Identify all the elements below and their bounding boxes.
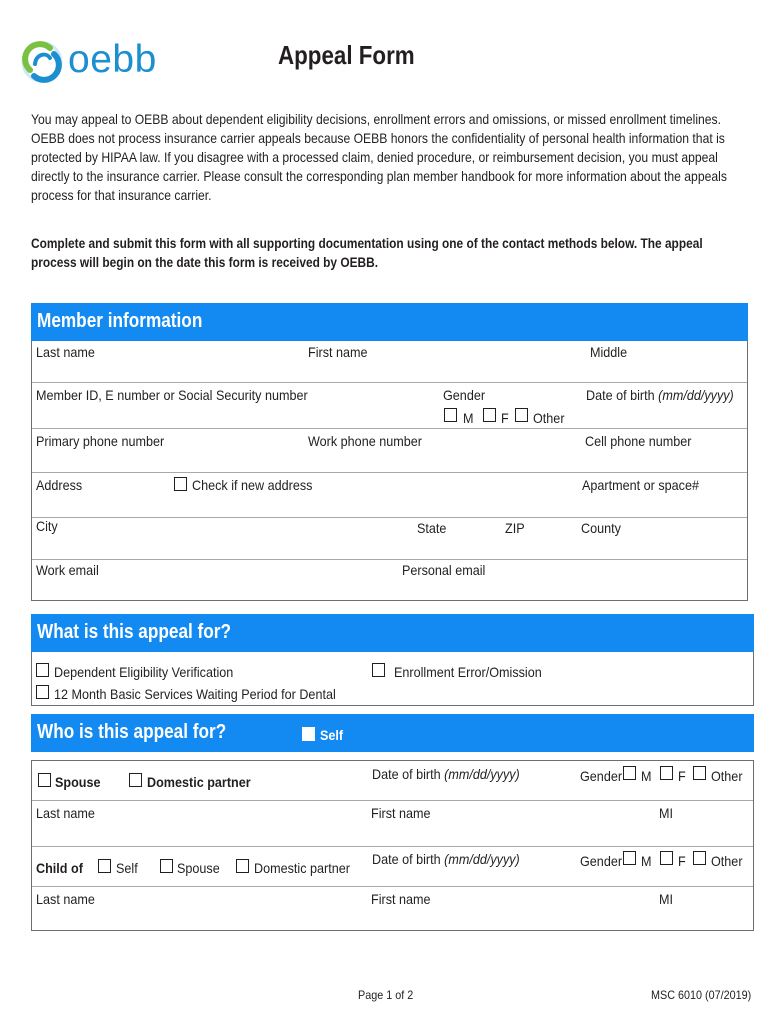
member-name-row	[32, 341, 747, 383]
intro-line: directly to the insurance carrier. Please consult the corresponding plan member handbook for more information about the appeals	[31, 169, 727, 184]
child-spouse-checkbox[interactable]	[160, 859, 173, 873]
oebb-logo-icon	[20, 40, 64, 84]
spouse-mi-field[interactable]: MI	[659, 805, 674, 821]
new-address-label: Check if new address	[192, 477, 313, 493]
dob-format: (mm/dd/yyyy)	[444, 766, 520, 782]
primary-phone-field[interactable]: Primary phone number	[36, 433, 165, 449]
spouse-last-name-field[interactable]: Last name	[36, 805, 95, 821]
spouse-gender-m-label: M	[641, 768, 652, 784]
logo-text: oebb	[68, 38, 157, 81]
child-dob-field[interactable]	[372, 851, 520, 867]
spouse-gender-label: Gender	[580, 768, 623, 784]
spouse-row	[32, 761, 753, 801]
email-row	[32, 560, 747, 601]
appeal-for-box	[31, 652, 754, 706]
dependent-eligibility-label: Dependent Eligibility Verification	[54, 664, 234, 680]
county-field[interactable]: County	[581, 520, 621, 536]
appeal-for-header	[31, 614, 754, 652]
spouse-name-row	[32, 801, 753, 847]
child-self-checkbox[interactable]	[98, 859, 111, 873]
self-label: Self	[320, 727, 344, 743]
phone-row	[32, 429, 747, 473]
child-of-label: Child of	[36, 860, 83, 876]
form-code: MSC 6010 (07/2019)	[651, 988, 752, 1002]
child-name-row	[32, 887, 753, 932]
child-gender-f-label: F	[678, 853, 686, 869]
member-id-row	[32, 383, 747, 429]
spouse-checkbox[interactable]	[38, 773, 51, 787]
spouse-dob-field[interactable]	[372, 766, 520, 782]
child-of-row	[32, 847, 753, 887]
apartment-field[interactable]: Apartment or space#	[582, 477, 699, 493]
address-field[interactable]: Address	[36, 477, 83, 493]
date-of-birth-field[interactable]	[586, 387, 734, 403]
new-address-checkbox[interactable]	[174, 477, 187, 491]
dob-format: (mm/dd/yyyy)	[658, 387, 734, 403]
waiting-period-label: 12 Month Basic Services Waiting Period for Dental	[54, 686, 336, 702]
child-gender-other-checkbox[interactable]	[693, 851, 706, 865]
gender-other-checkbox[interactable]	[515, 408, 528, 422]
middle-name-field[interactable]: Middle	[590, 344, 628, 360]
who-for-box	[31, 760, 754, 931]
enrollment-error-label: Enrollment Error/Omission	[394, 664, 542, 680]
waiting-period-checkbox[interactable]	[36, 685, 49, 699]
dob-label: Date of birth	[586, 387, 655, 403]
last-name-field[interactable]: Last name	[36, 344, 95, 360]
instructions-line: process will begin on the date this form is received by OEBB.	[31, 255, 379, 270]
child-spouse-label: Spouse	[177, 860, 220, 876]
gender-m-label: M	[463, 410, 474, 426]
spouse-gender-other-checkbox[interactable]	[693, 766, 706, 780]
address-row	[32, 473, 747, 518]
spouse-label: Spouse	[55, 774, 101, 790]
member-id-field[interactable]: Member ID, E number or Social Security number	[36, 387, 308, 403]
child-domestic-partner-label: Domestic partner	[254, 860, 350, 876]
child-domestic-partner-checkbox[interactable]	[236, 859, 249, 873]
domestic-partner-checkbox[interactable]	[129, 773, 142, 787]
oebb-logo	[20, 36, 170, 86]
city-field[interactable]: City	[36, 518, 58, 534]
appeal-for-title: What is this appeal for?	[37, 621, 231, 643]
child-self-label: Self	[116, 860, 138, 876]
child-gender-f-checkbox[interactable]	[660, 851, 673, 865]
dependent-eligibility-checkbox[interactable]	[36, 663, 49, 677]
first-name-field[interactable]: First name	[308, 344, 368, 360]
child-last-name-field[interactable]: Last name	[36, 891, 95, 907]
page-number: Page 1 of 2	[358, 988, 414, 1002]
page-title: Appeal Form	[278, 40, 415, 70]
dob-label: Date of birth	[372, 766, 441, 782]
cell-phone-field[interactable]: Cell phone number	[585, 433, 692, 449]
child-gender-other-label: Other	[711, 853, 743, 869]
member-information-header	[31, 303, 748, 341]
who-for-header	[31, 714, 754, 752]
personal-email-field[interactable]: Personal email	[402, 562, 486, 578]
child-gender-m-label: M	[641, 853, 652, 869]
spouse-gender-f-label: F	[678, 768, 686, 784]
spouse-gender-m-checkbox[interactable]	[623, 766, 636, 780]
member-information-title: Member information	[37, 310, 203, 332]
spouse-gender-f-checkbox[interactable]	[660, 766, 673, 780]
child-gender-label: Gender	[580, 853, 623, 869]
intro-line: protected by HIPAA law. If you disagree with a processed claim, denied procedure, or reimbursement decision, you must appeal	[31, 150, 718, 165]
zip-field[interactable]: ZIP	[505, 520, 525, 536]
intro-line: You may appeal to OEBB about dependent eligibility decisions, enrollment errors and omissions, or missed enrollment timelines.	[31, 112, 722, 127]
work-email-field[interactable]: Work email	[36, 562, 99, 578]
gender-f-label: F	[501, 410, 509, 426]
child-mi-field[interactable]: MI	[659, 891, 674, 907]
enrollment-error-checkbox[interactable]	[372, 663, 385, 677]
gender-m-checkbox[interactable]	[444, 408, 457, 422]
spouse-first-name-field[interactable]: First name	[371, 805, 431, 821]
member-information-box	[31, 341, 748, 601]
gender-other-label: Other	[533, 410, 565, 426]
gender-label: Gender	[443, 387, 486, 403]
instructions-line: Complete and submit this form with all supporting documentation using one of the contact methods below. The appeal	[31, 236, 703, 251]
child-first-name-field[interactable]: First name	[371, 891, 431, 907]
intro-paragraph	[31, 110, 738, 205]
child-gender-m-checkbox[interactable]	[623, 851, 636, 865]
spouse-gender-other-label: Other	[711, 768, 743, 784]
intro-line: process for that insurance carrier.	[31, 188, 212, 203]
dob-format: (mm/dd/yyyy)	[444, 851, 520, 867]
state-field[interactable]: State	[417, 520, 447, 536]
who-for-title: Who is this appeal for?	[37, 721, 227, 743]
instructions-paragraph	[31, 234, 731, 272]
dob-label: Date of birth	[372, 851, 441, 867]
domestic-partner-label: Domestic partner	[147, 774, 251, 790]
gender-f-checkbox[interactable]	[483, 408, 496, 422]
city-row	[32, 518, 747, 560]
intro-line: OEBB does not process insurance carrier appeals because OEBB honors the confidentiality of personal health information that is	[31, 131, 725, 146]
work-phone-field[interactable]: Work phone number	[308, 433, 422, 449]
self-checkbox[interactable]	[302, 727, 315, 741]
